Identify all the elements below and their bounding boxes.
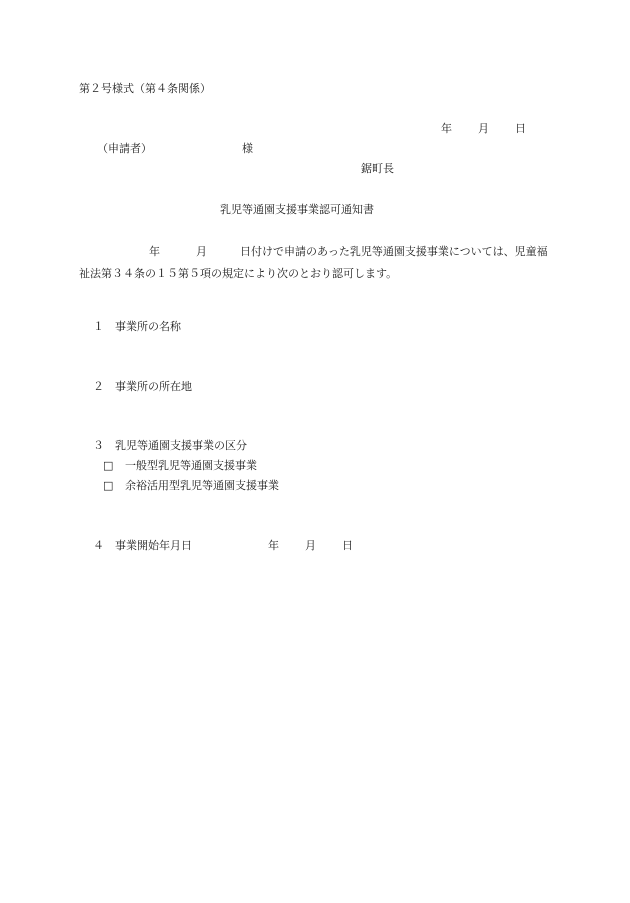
body-rest: 日付けで申請のあった乳児等通園支援事業については、児童福祉法第３４条の１５第５項の規定により次のとおり認可します。	[79, 245, 548, 280]
option-label: 一般型乳児等通園支援事業	[125, 459, 257, 472]
document-title: 乳児等通園支援事業認可通知書	[220, 203, 374, 216]
category-option-spare-capacity	[103, 479, 279, 493]
checkbox-icon: □	[103, 459, 114, 472]
item-number: １	[93, 320, 104, 333]
category-option-general	[103, 459, 257, 473]
checkbox-icon: □	[103, 479, 114, 492]
item-label: 事業所の所在地	[115, 380, 192, 393]
applicant-label: （申請者）	[97, 142, 152, 155]
item-facility-name	[93, 320, 181, 334]
item-start-date	[93, 539, 353, 553]
item-label: 乳児等通園支援事業の区分	[115, 439, 247, 452]
notice-date-day: 日	[515, 122, 526, 135]
item-label: 事業所の名称	[115, 320, 181, 333]
item-facility-address	[93, 380, 192, 394]
issuer-name: 鋸町長	[361, 162, 394, 175]
applicant-line	[97, 142, 253, 156]
applicant-honorific: 様	[242, 142, 253, 155]
body-paragraph	[79, 241, 549, 285]
notice-date-year: 年	[441, 122, 452, 135]
body-month: 月	[196, 245, 207, 258]
item-business-category	[93, 439, 247, 453]
item-label: 事業開始年月日	[115, 539, 192, 552]
body-year: 年	[149, 245, 160, 258]
notice-date-month: 月	[478, 122, 489, 135]
item-number: ４	[93, 539, 104, 552]
option-label: 余裕活用型乳児等通園支援事業	[125, 479, 279, 492]
item-number: ３	[93, 439, 104, 452]
form-number: 第２号様式（第４条関係）	[79, 82, 211, 95]
start-date-year: 年	[268, 539, 279, 552]
start-date-day: 日	[342, 539, 353, 552]
item-number: ２	[93, 380, 104, 393]
notice-date	[441, 122, 526, 136]
start-date-blanks	[268, 539, 353, 553]
start-date-month: 月	[305, 539, 316, 552]
